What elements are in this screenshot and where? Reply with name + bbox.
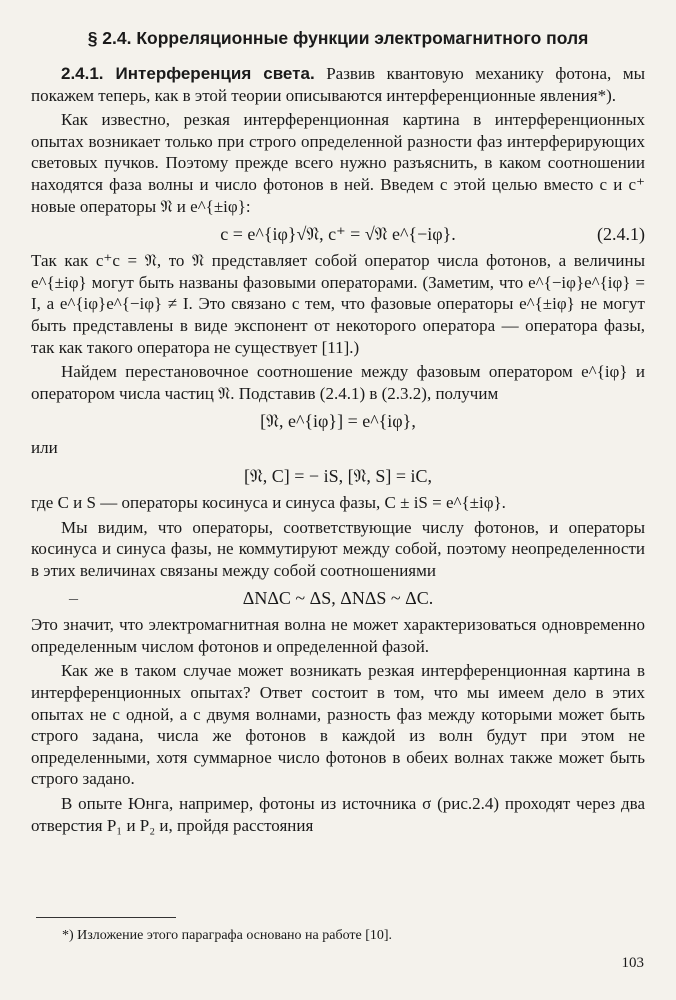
paragraph-intro: [31, 63, 645, 106]
paragraph-cos-sin: где С и S — операторы косинуса и синуса фазы, С ± iS = e^{±iφ}.: [31, 492, 506, 512]
formula-commutator: [31, 407, 645, 435]
paragraph-interference-question: Как же в таком случае может возникать резкая интерференционная картина в интерференционных опытах? Ответ состоит в том, что мы имеем дело в этих опытах не с одной, а с двумя волнами, разность фаз между которыми может быть строго задана, числа же фотонов в каждой из волн будут при этом не определенными, хотя суммарное число фотонов в обеих волнах также может быть строго задано.: [31, 661, 645, 789]
subsection-label: 2.4.1. Интерференция света.: [61, 64, 315, 83]
text-body: [31, 63, 645, 839]
formula-commutator-body: [𝔑, e^{iφ}] = e^{iφ},: [260, 411, 416, 432]
formula-uncertainty: [31, 584, 645, 612]
paragraph-commutator: Найдем перестановочное соотношение между фазовым оператором e^{iφ} и оператором числа частиц 𝔑. Подставив (2.4.1) в (2.3.2), получим: [31, 362, 645, 403]
footnote: *) Изложение этого параграфа основано на работе [10].: [62, 928, 393, 943]
footnote-rule: [36, 917, 176, 918]
margin-mark: –: [69, 588, 78, 609]
paragraph-uncertainty: Мы видим, что операторы, соответствующие числу фотонов, и операторы косинуса и синуса фазы, не коммутируют между собой, поэтому неопределенности в этих величинах связаны между собой соотношениями: [31, 517, 645, 580]
equation-number: (2.4.1): [597, 224, 645, 245]
paragraph-intro-text: Развив квантовую механику фотона, мы покажем теперь, как в этой теории описываются интерференционные явления*).: [31, 64, 645, 105]
page-number: 103: [621, 955, 644, 971]
formula-uncertainty-body: ΔNΔC ~ ΔS, ΔNΔS ~ ΔC.: [242, 588, 434, 609]
formula-cos-sin: [31, 462, 645, 490]
formula-cos-sin-body: [𝔑, С] = − iS, [𝔑, S] = iС,: [243, 465, 433, 486]
paragraph-conclusion: Это значит, что электромагнитная волна не может характеризоваться одновременно определенным числом фотонов и определенной фазой.: [31, 615, 645, 656]
paragraph-young: В опыте Юнга, например, фотоны из источника σ (рис.2.4) проходят через два отверстия P₁ и P₂ и, пройдя расстояния: [31, 794, 645, 835]
paragraph-or: или: [31, 438, 58, 458]
paragraph-phase-number: Как известно, резкая интерференционная картина в интерференционных опытах возникает только при строго определенной разности фаз интерферирующих световых пучков. Поэтому прежде всего нужно разъяснить, в каком соотношении находятся фаза волны и число фотонов в ней. Введем с этой целью вместо с и с⁺ новые операторы 𝔑 и e^{±iφ}:: [31, 110, 645, 216]
formula-2-4-1-body: с = e^{iφ}√𝔑, с⁺ = √𝔑 e^{−iφ}.: [220, 224, 456, 245]
paragraph-phase-operators: Так как с⁺с = 𝔑, то 𝔑 представляет собой оператор числа фотонов, а величины e^{±iφ} могут быть названы фазовыми операторами. (Заметим, что e^{−iφ}e^{iφ} = I, а e^{iφ}e^{−iφ} ≠ I. Это связано с тем, что фазовые операторы e^{±iφ} не могут быть представлены в виде экспонент от некоторого оператора — оператора фазы, так как такого оператора не существует [11].): [31, 251, 645, 357]
section-heading: § 2.4. Корреляционные функции электромагнитного поля: [87, 28, 589, 48]
formula-2-4-1: [31, 220, 645, 248]
